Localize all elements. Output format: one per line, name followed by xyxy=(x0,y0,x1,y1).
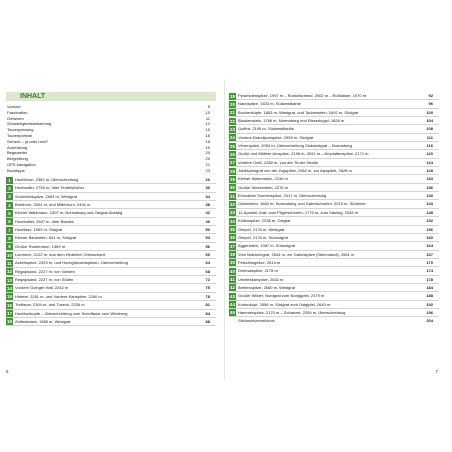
toc-entry xyxy=(6,293,216,301)
toc-entry xyxy=(229,92,439,100)
tour-title: Hintere, 2281 m, und Vordere Karlspitze, 2260 m xyxy=(15,293,102,299)
tour-number-badge: 20 xyxy=(230,101,235,107)
tour-page: 111 xyxy=(426,134,433,140)
tour-number-badge: 27 xyxy=(230,160,235,166)
tour-page: 34 xyxy=(205,193,210,199)
right-page xyxy=(229,80,444,380)
tour-page: 196 xyxy=(426,309,433,315)
book-gutter xyxy=(224,80,225,380)
tour-page: 96 xyxy=(428,101,433,107)
tour-title: Brettenspitze, 2680 m, Westgrat xyxy=(238,284,296,290)
tour-page: 84 xyxy=(205,310,210,316)
tour-page: 78 xyxy=(205,293,210,299)
toc-entry xyxy=(229,234,439,242)
tour-number-badge: 36 xyxy=(230,235,235,241)
index-title: Stichwortverzeichnis xyxy=(238,318,275,324)
tour-page: 136 xyxy=(426,184,433,190)
tour-title: Großer Wilder, Nordgrat zum Nordgipfel, 2379 m xyxy=(238,293,325,299)
toc-entry xyxy=(229,125,439,133)
tour-title: Urbeleskarspitze, 2632 m xyxy=(238,276,284,282)
tour-number-badge: 45 xyxy=(230,310,235,316)
tour-title: Zettenkaiser, 1968 m, Westgrat xyxy=(15,318,71,324)
toc-entry xyxy=(229,267,439,275)
tour-page: 124 xyxy=(426,159,433,165)
front-matter-page: 19 xyxy=(205,144,210,150)
front-matter-page: 23 xyxy=(205,167,210,173)
tour-title: Kleiner Barmstein, 841 m, Südgrat xyxy=(15,235,77,241)
toc-entry xyxy=(229,175,439,183)
tour-title: Großer Rotofentum, 1369 m xyxy=(15,243,66,249)
tour-page: 64 xyxy=(205,260,210,266)
front-matter-title: Buchtipps xyxy=(7,167,25,173)
tour-page: 152 xyxy=(426,218,433,224)
tour-page: 116 xyxy=(426,143,433,149)
tour-page: 42 xyxy=(205,210,210,216)
tour-title: Vordere Brandjochspitze, 2559 m, Südgrat xyxy=(238,134,314,140)
tour-title: Kleiner Waxenstein, 2136 m xyxy=(238,176,288,182)
tour-page: 75 xyxy=(205,285,210,291)
tour-number-badge: 14 xyxy=(7,285,12,291)
toc-entry xyxy=(229,117,439,125)
tour-page: 160 xyxy=(426,234,433,240)
toc-entry xyxy=(229,184,439,192)
toc-entry xyxy=(6,184,216,192)
tour-number-badge: 8 xyxy=(6,235,13,242)
tour-page: 133 xyxy=(426,176,433,182)
toc-entry xyxy=(6,259,216,267)
front-matter-title: Tourenplanung xyxy=(7,127,34,133)
front-matter-title: Vorwort xyxy=(7,104,21,109)
tour-page: 156 xyxy=(426,226,433,232)
tour-page: 56 xyxy=(205,243,210,249)
tour-title: Geiselstein, 1884 m, Normalweg, und Gabelschrofen, 2010 m, Südrinne xyxy=(238,201,366,207)
tour-title: Breithorn, 2504 m, und Mitterhorn, 2491 m xyxy=(15,202,91,208)
tour-title: Vordere Geiß, 2280 m, von der Tiroler Straße xyxy=(238,159,319,165)
tour-page: 174 xyxy=(426,268,433,274)
toc-entry xyxy=(229,292,439,300)
toc-entry xyxy=(6,243,216,251)
toc-entry xyxy=(229,109,439,117)
tour-number-badge: 1 xyxy=(6,177,13,184)
tour-number-badge: 5 xyxy=(6,210,13,217)
tour-title: Große und Mittlere Arnspitze, 2196 m, 2091 m – Arnplattenspitze, 2171 m xyxy=(238,151,369,157)
tour-number-badge: 28 xyxy=(230,168,235,174)
tour-number-badge: 38 xyxy=(230,252,235,258)
tour-page: 30 xyxy=(205,185,210,191)
left-page xyxy=(6,80,217,380)
toc-entry xyxy=(6,301,216,309)
tour-title: Gimpel, 2176 m, Südostgrat xyxy=(238,234,288,240)
tour-title: Hochthron, 2362 m, Überschreitung xyxy=(15,177,79,182)
toc-entry xyxy=(6,284,216,292)
tour-title: Krotenkopf, 2656 m, Südgrat zum Ostgipfel, 2640 m xyxy=(238,301,331,307)
tour-title: Vordere Goinger Halt, 2242 m xyxy=(15,285,69,291)
tour-number-badge: 29 xyxy=(230,176,235,182)
tour-number-badge: 18 xyxy=(7,319,12,325)
tour-number-badge: 25 xyxy=(230,143,235,149)
tour-title: Peischlingeltze, 2614 m xyxy=(238,259,281,265)
tour-number-badge: 13 xyxy=(7,277,12,283)
tour-title: Großer Waxenstein, 2276 m xyxy=(238,184,289,190)
tour-number-badge: 37 xyxy=(230,243,235,249)
tour-title: Köllenspitze, 2238 m, Ostgrat xyxy=(238,218,291,224)
toc-entry xyxy=(6,268,216,276)
tour-number-badge: 32 xyxy=(230,201,235,207)
tour-number-badge: 6 xyxy=(6,218,13,225)
front-matter-page: 21 xyxy=(205,161,210,167)
toc-entry xyxy=(6,209,216,217)
front-matter-page: 15 xyxy=(205,127,210,133)
tour-number-badge: 43 xyxy=(230,293,235,299)
toc-entry xyxy=(6,310,216,318)
page-number-right: 7 xyxy=(435,369,438,374)
index-page: 204 xyxy=(426,318,433,324)
front-matter-title: Tourenportrait xyxy=(7,132,32,138)
tour-title: Regalpsand, 2227 m, von Norden xyxy=(15,268,75,274)
toc-entry xyxy=(229,192,439,200)
tour-title: Treffauer, 2304 m, und Tuxeck, 2226 m xyxy=(15,302,85,308)
tour-title: Hochsaller, 2753 m, über Teufelslöcher xyxy=(15,185,85,191)
tour-number-badge: 2 xyxy=(6,185,13,192)
tour-number-badge: 31 xyxy=(230,193,235,199)
toc-entry xyxy=(6,218,216,226)
front-matter-page: 20 xyxy=(205,156,210,162)
tour-list-left xyxy=(6,176,216,326)
tour-number-badge: 26 xyxy=(230,151,235,157)
tour-title: Hochiselkopfe – Überschreitung vom Scheffauer zum Wiesberg xyxy=(15,310,128,316)
tour-page: 192 xyxy=(426,301,433,307)
tour-number-badge: 30 xyxy=(230,185,235,191)
front-matter-title: Gefahren xyxy=(7,115,24,121)
toc-entry xyxy=(229,159,439,167)
toc-entry xyxy=(229,100,439,108)
front-matter-page: 11 xyxy=(205,115,210,121)
toc-entry xyxy=(6,193,216,201)
toc-entry xyxy=(229,251,439,259)
tour-title: Ackerlspitze, 2329 m, und Hochgrubachspitzen, Überschreitung xyxy=(15,260,128,266)
toc-entry xyxy=(229,301,439,309)
tour-number-badge: 34 xyxy=(230,218,235,224)
tour-title: Schönfeldspitze, 2653 m, Westgrat xyxy=(15,193,77,199)
toc-entry xyxy=(229,200,439,208)
tour-page: 148 xyxy=(426,209,433,215)
tour-number-badge: 33 xyxy=(230,210,235,216)
tour-number-badge: 7 xyxy=(6,227,13,234)
tour-number-badge: 22 xyxy=(230,118,235,124)
contents-heading: INHALT xyxy=(6,92,216,101)
toc-entry xyxy=(229,276,439,284)
toc-entry xyxy=(229,217,439,225)
tour-page: 81 xyxy=(205,302,210,308)
toc-entry xyxy=(6,276,216,284)
front-matter-title: Schwierigkeitsbewertung xyxy=(7,121,52,127)
tour-page: 128 xyxy=(426,168,433,174)
tour-title: Regalpsand, 2227 m, von Süden xyxy=(15,277,74,283)
tour-page: 72 xyxy=(205,277,210,283)
tour-number-badge: 16 xyxy=(7,302,12,308)
tour-title: Buchenköpfe, 1805 m, Westgrat, und Taubenstein, 1692 m, Südgrat xyxy=(238,109,359,115)
tour-page: 100 xyxy=(426,109,433,115)
toc-entry xyxy=(229,134,439,142)
tour-number-badge: 23 xyxy=(230,126,235,132)
tour-number-badge: 9 xyxy=(6,243,13,250)
tour-title: Gimpel, 2176 m, Westgrat xyxy=(238,226,285,232)
tour-page: 92 xyxy=(428,93,433,98)
front-matter-title: Sichere – ja oder nein? xyxy=(7,138,49,144)
tour-page: 53 xyxy=(205,235,210,241)
tour-title: Blankenstein, 1768 m, Normalweg und Risserkogel, 1826 m xyxy=(238,118,345,124)
tour-page: 143 xyxy=(426,201,433,207)
toc-entry xyxy=(6,251,216,259)
toc-entry xyxy=(229,226,439,234)
front-matter-page: 16 xyxy=(205,132,210,138)
toc-entry xyxy=(229,167,439,175)
toc-entry xyxy=(229,142,439,150)
front-matter-title: GPS-Navigation xyxy=(7,161,36,167)
tour-number-badge: 17 xyxy=(7,311,12,316)
toc-entry xyxy=(229,150,439,158)
tour-number-badge: 15 xyxy=(7,294,12,300)
tour-page: 38 xyxy=(205,202,210,208)
tour-title: Ehrwalder Sonnenspitze, 2417 m, Überschreitung xyxy=(238,193,327,199)
tour-title: Jubiläumsgrat von der Zugspitze, 2962 m, zur Alpspitze, 2628 m xyxy=(238,168,352,174)
tour-page: 108 xyxy=(426,126,433,132)
tour-number-badge: 12 xyxy=(7,269,12,275)
tour-page: 26 xyxy=(205,177,210,182)
front-matter-list xyxy=(6,104,216,174)
tour-title: Hochkalter, 2607 m, über Blaueis xyxy=(15,218,74,224)
tour-page: 167 xyxy=(426,251,433,257)
tour-page: 68 xyxy=(205,268,210,274)
front-matter-title: Bergrettung xyxy=(7,156,28,162)
tour-page: 50 xyxy=(205,227,210,233)
tour-number-badge: 35 xyxy=(230,227,235,232)
tour-page: 184 xyxy=(426,284,433,290)
tour-title: Viererspitze, 2054 m, Überschreitung Südwestgrat – Normalweg xyxy=(238,143,352,149)
tour-number-badge: 10 xyxy=(7,252,12,258)
tour-title: Pyramidenspitze, 1997 m – Rosselschmid, 2002 m – Roßkaiser, 1970 m xyxy=(238,93,367,98)
tour-page: 120 xyxy=(426,151,433,157)
toc-entry xyxy=(6,234,216,242)
front-matter-title: Ausrüstung xyxy=(7,144,28,150)
tour-list-right xyxy=(229,92,439,326)
tour-page: 164 xyxy=(426,243,433,249)
tour-title: Kleiner Watzmann, 2307 m, Normalweg und Ostgrat-Abstieg xyxy=(15,210,123,216)
index-entry xyxy=(229,317,439,325)
tour-title: Hammerspitze, 2170 m – Schanzer, 2259 m, Überschreitung xyxy=(238,309,346,315)
page-number-left: 6 xyxy=(6,369,9,374)
toc-entry xyxy=(229,209,439,217)
front-matter-title: Faszination xyxy=(7,109,28,115)
tour-page: 104 xyxy=(426,118,433,124)
tour-title: Larchech, 2122 m, aus dem Hinterlich Griesscharrt xyxy=(15,252,106,258)
front-matter-page: 5 xyxy=(207,104,210,109)
toc-entry xyxy=(229,309,439,317)
tour-number-badge: 21 xyxy=(230,110,235,116)
tour-number-badge: 39 xyxy=(230,260,235,266)
tour-page: 88 xyxy=(205,318,210,324)
tour-number-badge: 24 xyxy=(230,135,235,141)
tour-number-badge: 3 xyxy=(6,193,13,200)
front-matter-title: Begewetter xyxy=(7,150,28,156)
tour-number-badge: 44 xyxy=(230,302,235,308)
tour-title: 12-Apostel-Grat: vom Pilgerschrofen, 1770 m, zum Säuling, 2048 m xyxy=(238,209,359,215)
toc-entry xyxy=(229,284,439,292)
front-matter-page: 20 xyxy=(205,150,210,156)
tour-page: 188 xyxy=(426,293,433,299)
tour-number-badge: 19 xyxy=(230,93,235,99)
tour-page: 60 xyxy=(205,252,210,258)
front-matter-page: 12 xyxy=(205,121,210,127)
tour-page: 140 xyxy=(426,193,433,199)
toc-entry xyxy=(6,318,216,326)
front-matter-page: 10 xyxy=(205,109,210,115)
front-matter-page: 18 xyxy=(205,138,210,144)
tour-number-badge: 11 xyxy=(7,260,12,266)
tour-title: Hochkisz, 1953 m, Ostgrat xyxy=(15,227,63,233)
toc-entry xyxy=(6,226,216,234)
tour-number-badge: 41 xyxy=(230,277,235,283)
toc-entry xyxy=(6,176,216,184)
toc-entry xyxy=(229,242,439,250)
tour-number-badge: 42 xyxy=(230,285,235,291)
tour-page: 178 xyxy=(426,276,433,282)
toc-entry xyxy=(229,259,439,267)
tour-page: 46 xyxy=(205,218,210,224)
tour-title: Guffert, 2195 m, Südwestflanke xyxy=(238,126,294,132)
tour-page: 170 xyxy=(426,259,433,265)
tour-title: Aggenstein, 1987 m, Südostgrat xyxy=(238,243,296,249)
tour-title: Dreimalspitze, 2178 m xyxy=(238,268,278,274)
tour-number-badge: 40 xyxy=(230,268,235,274)
tour-number-badge: 4 xyxy=(6,202,13,209)
toc-entry xyxy=(6,201,216,209)
tour-title: Naunspitze, 1633 m, Südwestkante xyxy=(238,101,301,107)
tour-title: Vom Maldonngrat, 2544 m, zur Gabelspitze (Steinmandl), 2581 m xyxy=(238,251,355,257)
front-matter-row xyxy=(6,168,216,174)
